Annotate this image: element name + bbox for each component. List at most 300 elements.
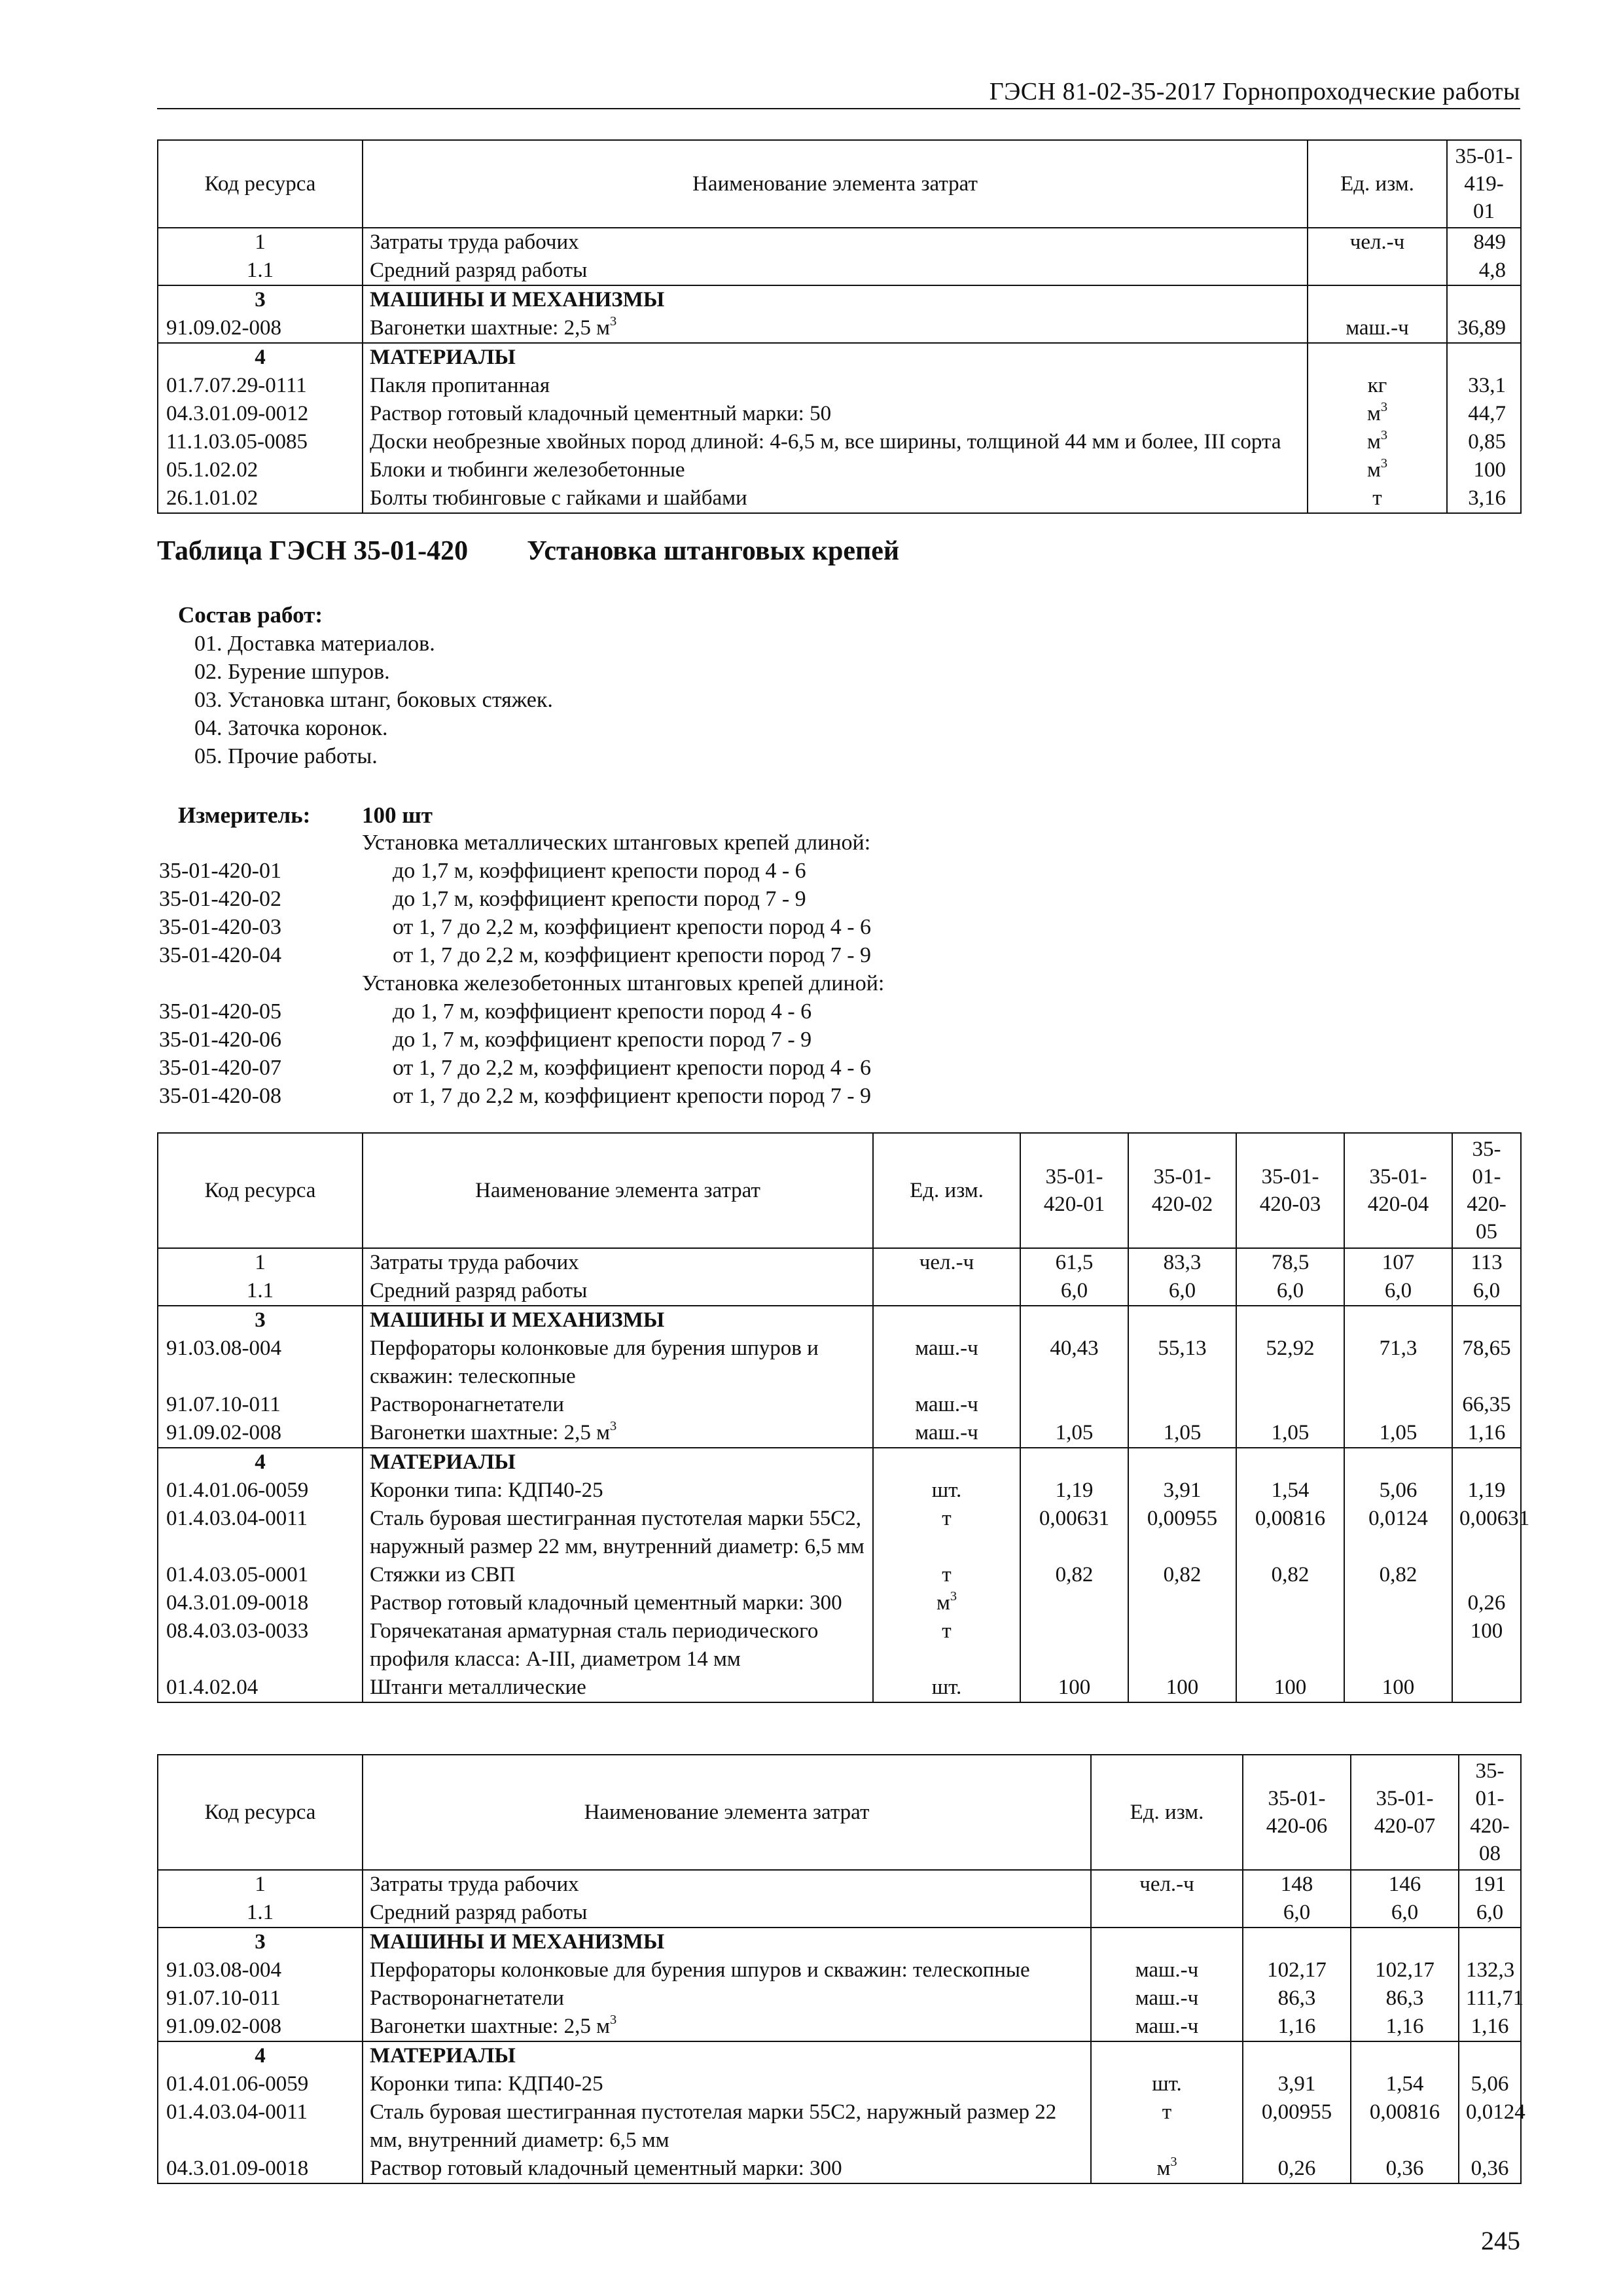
cell-unit bbox=[1308, 343, 1447, 372]
cell-name bbox=[363, 372, 1308, 400]
cell-value: 0,82 bbox=[1020, 1561, 1128, 1589]
cell-unit-text: маш.-ч bbox=[915, 1421, 978, 1444]
cell-code: 91.03.08-004 bbox=[158, 1335, 363, 1391]
cell-value: 4,8 bbox=[1447, 257, 1521, 285]
cell-code: 91.07.10-011 bbox=[158, 1984, 363, 2013]
cell-value: 0,00955 bbox=[1128, 1505, 1236, 1561]
cell-unit-text: т bbox=[942, 1507, 952, 1530]
variant-code: 35-01-420-02 bbox=[159, 887, 281, 911]
cell-value bbox=[1459, 1928, 1521, 1956]
cell-value: 0,82 bbox=[1128, 1561, 1236, 1589]
cell-value bbox=[1128, 1306, 1236, 1335]
cell-name-text: МАТЕРИАЛЫ bbox=[370, 2044, 516, 2068]
table-header-row bbox=[158, 1755, 1521, 1870]
cell-name-text: Сталь буровая шестигранная пустотелая марки 55С2, наружный размер 22 мм, внутренний диаметр: 6,5 мм bbox=[370, 1507, 865, 1558]
cell-value: 1,05 bbox=[1344, 1419, 1452, 1448]
cell-unit bbox=[873, 1306, 1020, 1335]
cell-name-text: Доски необрезные хвойных пород длиной: 4-6,5 м, все ширины, толщиной 44 мм и более, III сорта bbox=[370, 430, 1281, 454]
cell-name bbox=[363, 428, 1308, 456]
cell-value bbox=[1344, 1306, 1452, 1335]
superscript: 3 bbox=[609, 314, 617, 329]
table-row bbox=[158, 1448, 1521, 1477]
cell-unit-text: м bbox=[1156, 2157, 1171, 2180]
cell-name bbox=[363, 228, 1308, 257]
cell-name bbox=[363, 1277, 873, 1306]
cell-value: 0,36 bbox=[1459, 2155, 1521, 2183]
cell-name-text: Затраты труда рабочих bbox=[370, 1873, 579, 1896]
cell-value: 40,43 bbox=[1020, 1335, 1128, 1391]
cell-name-text: Перфораторы колонковые для бурения шпуров и скважин: телескопные bbox=[370, 1958, 1030, 1982]
header-col: 35-01-420-04 bbox=[1344, 1133, 1452, 1248]
cell-unit-text: маш.-ч bbox=[915, 1393, 978, 1416]
header-col: 35-01-420-01 bbox=[1020, 1133, 1128, 1248]
cell-name bbox=[363, 1899, 1091, 1928]
cell-value: 1,16 bbox=[1351, 2013, 1459, 2041]
cell-value: 86,3 bbox=[1243, 1984, 1351, 2013]
cell-code: 1 bbox=[158, 1870, 363, 1899]
page-number: 245 bbox=[1481, 2226, 1520, 2255]
cell-unit bbox=[873, 1277, 1020, 1306]
cell-value bbox=[1236, 1306, 1344, 1335]
header-unit: Ед. изм. bbox=[1308, 140, 1447, 228]
cell-name-text: МАШИНЫ И МЕХАНИЗМЫ bbox=[370, 1308, 665, 1332]
cell-code: 08.4.03.03-0033 bbox=[158, 1617, 363, 1674]
cell-name bbox=[363, 400, 1308, 428]
cell-name bbox=[363, 1391, 873, 1419]
cell-unit bbox=[1091, 1956, 1243, 1984]
cell-name-text: Растворонагнетатели bbox=[370, 1393, 564, 1416]
cell-value bbox=[1236, 1589, 1344, 1617]
cell-unit-text: маш.-ч bbox=[1135, 1958, 1199, 1982]
cell-name bbox=[363, 1306, 873, 1335]
table-row bbox=[158, 484, 1521, 513]
cell-value: 132,3 bbox=[1459, 1956, 1521, 1984]
cell-name bbox=[363, 1335, 873, 1391]
table-row bbox=[158, 1984, 1521, 2013]
header-col: 35-01-420-07 bbox=[1351, 1755, 1459, 1870]
cell-code: 4 bbox=[158, 343, 363, 372]
table-row bbox=[158, 1335, 1521, 1391]
cell-name-text: Вагонетки шахтные: 2,5 м bbox=[370, 2015, 610, 2038]
superscript: 3 bbox=[609, 2013, 617, 2027]
cell-code: 01.7.07.29-0111 bbox=[158, 372, 363, 400]
resource-table-420-a bbox=[157, 1132, 1530, 1703]
cell-unit-text: м bbox=[1366, 402, 1381, 425]
cell-code: 01.4.03.05-0001 bbox=[158, 1561, 363, 1589]
cell-value bbox=[1243, 1928, 1351, 1956]
table-row bbox=[158, 2098, 1521, 2155]
cell-value bbox=[1447, 285, 1521, 314]
cell-code: 91.09.02-008 bbox=[158, 1419, 363, 1448]
cell-unit-text: м bbox=[1366, 430, 1381, 454]
cell-name-text: Штанги металлические bbox=[370, 1676, 586, 1699]
cell-unit-text: шт. bbox=[1152, 2072, 1182, 2096]
cell-unit bbox=[873, 1391, 1020, 1419]
cell-value: 6,0 bbox=[1459, 1899, 1521, 1928]
cell-value bbox=[1351, 2041, 1459, 2070]
cell-code: 04.3.01.09-0012 bbox=[158, 400, 363, 428]
variant-desc: до 1,7 м, коэффициент крепости пород 7 - 9 bbox=[393, 887, 806, 911]
cell-unit bbox=[1308, 372, 1447, 400]
cell-code: 91.09.02-008 bbox=[158, 314, 363, 343]
cell-value: 0,82 bbox=[1236, 1561, 1344, 1589]
measure-value: 100 шт bbox=[362, 802, 433, 828]
cell-unit-text: м bbox=[1366, 458, 1381, 482]
cell-code: 01.4.03.04-0011 bbox=[158, 1505, 363, 1561]
cell-value: 5,06 bbox=[1344, 1477, 1452, 1505]
cell-value bbox=[1020, 1589, 1128, 1617]
cell-name-text: Вагонетки шахтные: 2,5 м bbox=[370, 316, 610, 340]
superscript: 3 bbox=[1170, 2155, 1177, 2169]
cell-unit bbox=[1091, 2070, 1243, 2098]
work-step: 02. Бурение шпуров. bbox=[194, 660, 390, 684]
cell-value: 102,17 bbox=[1351, 1956, 1459, 1984]
cell-code: 11.1.03.05-0085 bbox=[158, 428, 363, 456]
table-row bbox=[158, 1277, 1521, 1306]
cell-unit-text: кг bbox=[1367, 374, 1387, 397]
variant-code: 35-01-420-06 bbox=[159, 1028, 281, 1052]
cell-name-text: МАТЕРИАЛЫ bbox=[370, 1450, 516, 1474]
cell-name bbox=[363, 1956, 1091, 1984]
header-code: Код ресурса bbox=[158, 1755, 363, 1870]
cell-name-text: Пакля пропитанная bbox=[370, 374, 550, 397]
cell-value bbox=[1020, 1391, 1128, 1419]
cell-code: 1.1 bbox=[158, 257, 363, 285]
work-step: 03. Установка штанг, боковых стяжек. bbox=[194, 688, 553, 712]
cell-code: 4 bbox=[158, 1448, 363, 1477]
work-step: 05. Прочие работы. bbox=[194, 744, 378, 768]
cell-value bbox=[1128, 1589, 1236, 1617]
header-unit: Ед. изм. bbox=[1091, 1755, 1243, 1870]
cell-unit-text: чел.-ч bbox=[1139, 1873, 1194, 1896]
cell-value: 148 bbox=[1243, 1870, 1351, 1899]
cell-name-text: Вагонетки шахтные: 2,5 м bbox=[370, 1421, 610, 1444]
cell-unit-text: шт. bbox=[931, 1479, 962, 1502]
table-row bbox=[158, 1956, 1521, 1984]
cell-unit bbox=[1091, 1899, 1243, 1928]
cell-name bbox=[363, 257, 1308, 285]
table-row bbox=[158, 1306, 1521, 1335]
cell-value: 0,00816 bbox=[1351, 2098, 1459, 2155]
cell-unit-text: маш.-ч bbox=[1346, 316, 1409, 340]
cell-value bbox=[1236, 1617, 1344, 1674]
header-unit: Ед. изм. bbox=[873, 1133, 1020, 1248]
cell-name bbox=[363, 1561, 873, 1589]
cell-value: 0,00631 bbox=[1452, 1505, 1521, 1561]
cell-code: 1 bbox=[158, 228, 363, 257]
cell-unit-text: т bbox=[1372, 486, 1382, 510]
cell-value: 61,5 bbox=[1020, 1248, 1128, 1277]
cell-unit-text: т bbox=[942, 1563, 952, 1587]
cell-value: 44,7 bbox=[1447, 400, 1521, 428]
table-row bbox=[158, 456, 1521, 484]
cell-code: 26.1.01.02 bbox=[158, 484, 363, 513]
cell-value: 100 bbox=[1020, 1674, 1128, 1702]
cell-name bbox=[363, 2155, 1091, 2183]
variant-code: 35-01-420-08 bbox=[159, 1084, 281, 1108]
cell-value bbox=[1236, 1448, 1344, 1477]
cell-name bbox=[363, 343, 1308, 372]
cell-value: 100 bbox=[1344, 1674, 1452, 1702]
cell-name bbox=[363, 1248, 873, 1277]
work-step: 01. Доставка материалов. bbox=[194, 632, 435, 656]
cell-value: 6,0 bbox=[1452, 1277, 1521, 1306]
variant-code: 35-01-420-05 bbox=[159, 999, 281, 1024]
cell-unit bbox=[1308, 428, 1447, 456]
resource-table-419 bbox=[157, 139, 1522, 514]
cell-value: 0,26 bbox=[1243, 2155, 1351, 2183]
cell-code: 1 bbox=[158, 1248, 363, 1277]
cell-value bbox=[1459, 2041, 1521, 2070]
cell-name bbox=[363, 2013, 1091, 2041]
table-row bbox=[158, 1674, 1521, 1702]
cell-name bbox=[363, 1477, 873, 1505]
cell-value: 55,13 bbox=[1128, 1335, 1236, 1391]
variant-desc: от 1, 7 до 2,2 м, коэффициент крепости пород 4 - 6 bbox=[393, 1056, 872, 1080]
cell-unit bbox=[1091, 1984, 1243, 2013]
cell-name bbox=[363, 484, 1308, 513]
cell-unit bbox=[873, 1505, 1020, 1561]
cell-name bbox=[363, 1589, 873, 1617]
cell-value bbox=[1344, 1391, 1452, 1419]
cell-unit bbox=[873, 1617, 1020, 1674]
cell-code: 91.07.10-011 bbox=[158, 1391, 363, 1419]
table-title bbox=[157, 535, 899, 567]
cell-name-text: МАШИНЫ И МЕХАНИЗМЫ bbox=[370, 1930, 665, 1954]
cell-value: 6,0 bbox=[1344, 1277, 1452, 1306]
cell-code: 05.1.02.02 bbox=[158, 456, 363, 484]
cell-code: 1.1 bbox=[158, 1277, 363, 1306]
table-row bbox=[158, 1505, 1521, 1561]
cell-name-text: Болты тюбинговые с гайками и шайбами bbox=[370, 486, 747, 510]
cell-value: 66,35 bbox=[1452, 1391, 1521, 1419]
cell-value: 71,3 bbox=[1344, 1335, 1452, 1391]
cell-value: 0,00955 bbox=[1243, 2098, 1351, 2155]
table-row bbox=[158, 1928, 1521, 1956]
cell-unit bbox=[1308, 257, 1447, 285]
cell-unit-text: шт. bbox=[931, 1676, 962, 1699]
variant-desc: до 1,7 м, коэффициент крепости пород 4 - 6 bbox=[393, 859, 806, 883]
cell-name bbox=[363, 1984, 1091, 2013]
cell-value: 191 bbox=[1459, 1870, 1521, 1899]
cell-value: 100 bbox=[1452, 1617, 1521, 1674]
cell-code: 3 bbox=[158, 1306, 363, 1335]
cell-unit bbox=[1308, 400, 1447, 428]
variant-code: 35-01-420-03 bbox=[159, 915, 281, 939]
cell-unit bbox=[1091, 1928, 1243, 1956]
cell-value bbox=[1452, 1674, 1521, 1702]
variant-desc: от 1, 7 до 2,2 м, коэффициент крепости пород 7 - 9 bbox=[393, 1084, 872, 1108]
variant-code: 35-01-420-01 bbox=[159, 859, 281, 883]
cell-value bbox=[1344, 1617, 1452, 1674]
resource-table-420-b bbox=[157, 1754, 1525, 2184]
cell-unit bbox=[1308, 484, 1447, 513]
cell-name-text: Раствор готовый кладочный цементный марки: 50 bbox=[370, 402, 832, 425]
cell-code: 3 bbox=[158, 1928, 363, 1956]
cell-code: 01.4.01.06-0059 bbox=[158, 2070, 363, 2098]
cell-value: 1,54 bbox=[1351, 2070, 1459, 2098]
cell-value bbox=[1128, 1448, 1236, 1477]
variant-group-title: Установка железобетонных штанговых крепей длиной: bbox=[362, 971, 885, 996]
cell-value: 6,0 bbox=[1236, 1277, 1344, 1306]
header-name: Наименование элемента затрат bbox=[363, 1755, 1091, 1870]
cell-value: 0,36 bbox=[1351, 2155, 1459, 2183]
cell-name bbox=[363, 1419, 873, 1448]
cell-unit bbox=[873, 1589, 1020, 1617]
cell-unit bbox=[1091, 2098, 1243, 2155]
cell-unit bbox=[873, 1674, 1020, 1702]
table-header-row bbox=[158, 140, 1521, 228]
cell-unit-text: чел.-ч bbox=[1349, 230, 1405, 254]
header-code: Код ресурса bbox=[158, 140, 363, 228]
cell-value: 3,91 bbox=[1243, 2070, 1351, 2098]
variant-desc: до 1, 7 м, коэффициент крепости пород 4 - 6 bbox=[393, 999, 812, 1024]
cell-value: 78,5 bbox=[1236, 1248, 1344, 1277]
cell-code: 4 bbox=[158, 2041, 363, 2070]
cell-value bbox=[1447, 343, 1521, 372]
cell-value: 6,0 bbox=[1128, 1277, 1236, 1306]
cell-value: 1,05 bbox=[1236, 1419, 1344, 1448]
cell-value: 146 bbox=[1351, 1870, 1459, 1899]
cell-code: 01.4.01.06-0059 bbox=[158, 1477, 363, 1505]
cell-unit bbox=[1308, 456, 1447, 484]
cell-name-text: Средний разряд работы bbox=[370, 1901, 588, 1924]
table-row bbox=[158, 2013, 1521, 2041]
header-name: Наименование элемента затрат bbox=[363, 1133, 873, 1248]
cell-unit bbox=[873, 1448, 1020, 1477]
cell-code: 04.3.01.09-0018 bbox=[158, 1589, 363, 1617]
table-row bbox=[158, 2155, 1521, 2183]
superscript: 3 bbox=[1380, 400, 1388, 414]
cell-unit bbox=[1091, 2155, 1243, 2183]
cell-value: 0,0124 bbox=[1344, 1505, 1452, 1561]
table-label: Таблица ГЭСН 35-01-420 bbox=[157, 536, 469, 566]
table-row bbox=[158, 400, 1521, 428]
cell-value: 113 bbox=[1452, 1248, 1521, 1277]
cell-value bbox=[1020, 1306, 1128, 1335]
table-row bbox=[158, 257, 1521, 285]
header-col: 35-01-420-05 bbox=[1452, 1133, 1521, 1248]
table-row bbox=[158, 1589, 1521, 1617]
table-row bbox=[158, 285, 1521, 314]
cell-name-text: Растворонагнетатели bbox=[370, 1986, 564, 2010]
cell-value bbox=[1351, 1928, 1459, 1956]
cell-unit bbox=[1308, 285, 1447, 314]
superscript: 3 bbox=[609, 1419, 617, 1433]
cell-name-text: Средний разряд работы bbox=[370, 259, 588, 282]
cell-value: 849 bbox=[1447, 228, 1521, 257]
superscript: 3 bbox=[950, 1589, 957, 1604]
cell-name-text: МАТЕРИАЛЫ bbox=[370, 346, 516, 369]
table-row bbox=[158, 343, 1521, 372]
table-row bbox=[158, 314, 1521, 343]
cell-value: 5,06 bbox=[1459, 2070, 1521, 2098]
header-code: Код ресурса bbox=[158, 1133, 363, 1248]
cell-value bbox=[1128, 1391, 1236, 1419]
cell-value bbox=[1236, 1391, 1344, 1419]
cell-code: 91.03.08-004 bbox=[158, 1956, 363, 1984]
cell-name-text: Затраты труда рабочих bbox=[370, 1251, 579, 1274]
table-row bbox=[158, 428, 1521, 456]
table-row bbox=[158, 2041, 1521, 2070]
cell-code: 3 bbox=[158, 285, 363, 314]
cell-value: 0,26 bbox=[1452, 1589, 1521, 1617]
cell-value bbox=[1020, 1448, 1128, 1477]
cell-value: 6,0 bbox=[1243, 1899, 1351, 1928]
cell-value: 1,54 bbox=[1236, 1477, 1344, 1505]
header-col: 35-01-420-03 bbox=[1236, 1133, 1344, 1248]
cell-code: 01.4.03.04-0011 bbox=[158, 2098, 363, 2155]
cell-name-text: Раствор готовый кладочный цементный марки: 300 bbox=[370, 2157, 842, 2180]
cell-unit bbox=[873, 1335, 1020, 1391]
cell-value: 86,3 bbox=[1351, 1984, 1459, 2013]
cell-unit-text: чел.-ч bbox=[919, 1251, 974, 1274]
cell-value bbox=[1344, 1448, 1452, 1477]
cell-name-text: Средний разряд работы bbox=[370, 1279, 588, 1302]
header-col: 35-01-420-08 bbox=[1459, 1755, 1521, 1870]
cell-name bbox=[363, 2098, 1091, 2155]
cell-value: 1,16 bbox=[1459, 2013, 1521, 2041]
cell-unit-text: маш.-ч bbox=[1135, 1986, 1199, 2010]
table-row bbox=[158, 1899, 1521, 1928]
cell-name bbox=[363, 1617, 873, 1674]
cell-value: 83,3 bbox=[1128, 1248, 1236, 1277]
cell-code: 04.3.01.09-0018 bbox=[158, 2155, 363, 2183]
cell-value: 3,91 bbox=[1128, 1477, 1236, 1505]
cell-value bbox=[1243, 2041, 1351, 2070]
cell-value: 100 bbox=[1128, 1674, 1236, 1702]
table-row bbox=[158, 1391, 1521, 1419]
cell-name-text: Горячекатаная арматурная сталь периодического профиля класса: А-III, диаметром 14 мм bbox=[370, 1619, 819, 1671]
cell-value: 0,00816 bbox=[1236, 1505, 1344, 1561]
running-header: ГЭСН 81-02-35-2017 Горнопроходческие работы bbox=[989, 78, 1520, 105]
cell-value: 1,05 bbox=[1020, 1419, 1128, 1448]
cell-value: 111,71 bbox=[1459, 1984, 1521, 2013]
cell-value: 0,85 bbox=[1447, 428, 1521, 456]
cell-name-text: Блоки и тюбинги железобетонные bbox=[370, 458, 685, 482]
cell-unit-text: маш.-ч bbox=[915, 1336, 978, 1360]
cell-name-text: Перфораторы колонковые для бурения шпуров и скважин: телескопные bbox=[370, 1336, 819, 1388]
cell-value: 0,82 bbox=[1344, 1561, 1452, 1589]
variant-group-title: Установка металлических штанговых крепей длиной: bbox=[362, 831, 871, 855]
cell-name-text: Коронки типа: КДП40-25 bbox=[370, 2072, 603, 2096]
cell-name-text: Стяжки из СВП bbox=[370, 1563, 516, 1587]
cell-name bbox=[363, 1448, 873, 1477]
cell-value: 107 bbox=[1344, 1248, 1452, 1277]
cell-name-text: Затраты труда рабочих bbox=[370, 230, 579, 254]
cell-name-text: МАШИНЫ И МЕХАНИЗМЫ bbox=[370, 288, 665, 312]
table-row bbox=[158, 1870, 1521, 1899]
superscript: 3 bbox=[1380, 428, 1388, 442]
variant-code: 35-01-420-04 bbox=[159, 943, 281, 967]
cell-value: 0,0124 bbox=[1459, 2098, 1521, 2155]
cell-code: 1.1 bbox=[158, 1899, 363, 1928]
header-col-1: 35-01-419-01 bbox=[1447, 140, 1521, 228]
cell-code: 01.4.02.04 bbox=[158, 1674, 363, 1702]
cell-value bbox=[1020, 1617, 1128, 1674]
cell-value: 1,19 bbox=[1452, 1477, 1521, 1505]
header-col: 35-01-420-02 bbox=[1128, 1133, 1236, 1248]
header-col: 35-01-420-06 bbox=[1243, 1755, 1351, 1870]
table-row bbox=[158, 1561, 1521, 1589]
cell-name bbox=[363, 314, 1308, 343]
measure-label: Измеритель: bbox=[178, 802, 311, 828]
cell-name-text: Коронки типа: КДП40-25 bbox=[370, 1479, 603, 1502]
cell-name bbox=[363, 2070, 1091, 2098]
cell-name-text: Раствор готовый кладочный цементный марки: 300 bbox=[370, 1591, 842, 1615]
variant-desc: от 1, 7 до 2,2 м, коэффициент крепости пород 7 - 9 bbox=[393, 943, 872, 967]
cell-name bbox=[363, 1505, 873, 1561]
